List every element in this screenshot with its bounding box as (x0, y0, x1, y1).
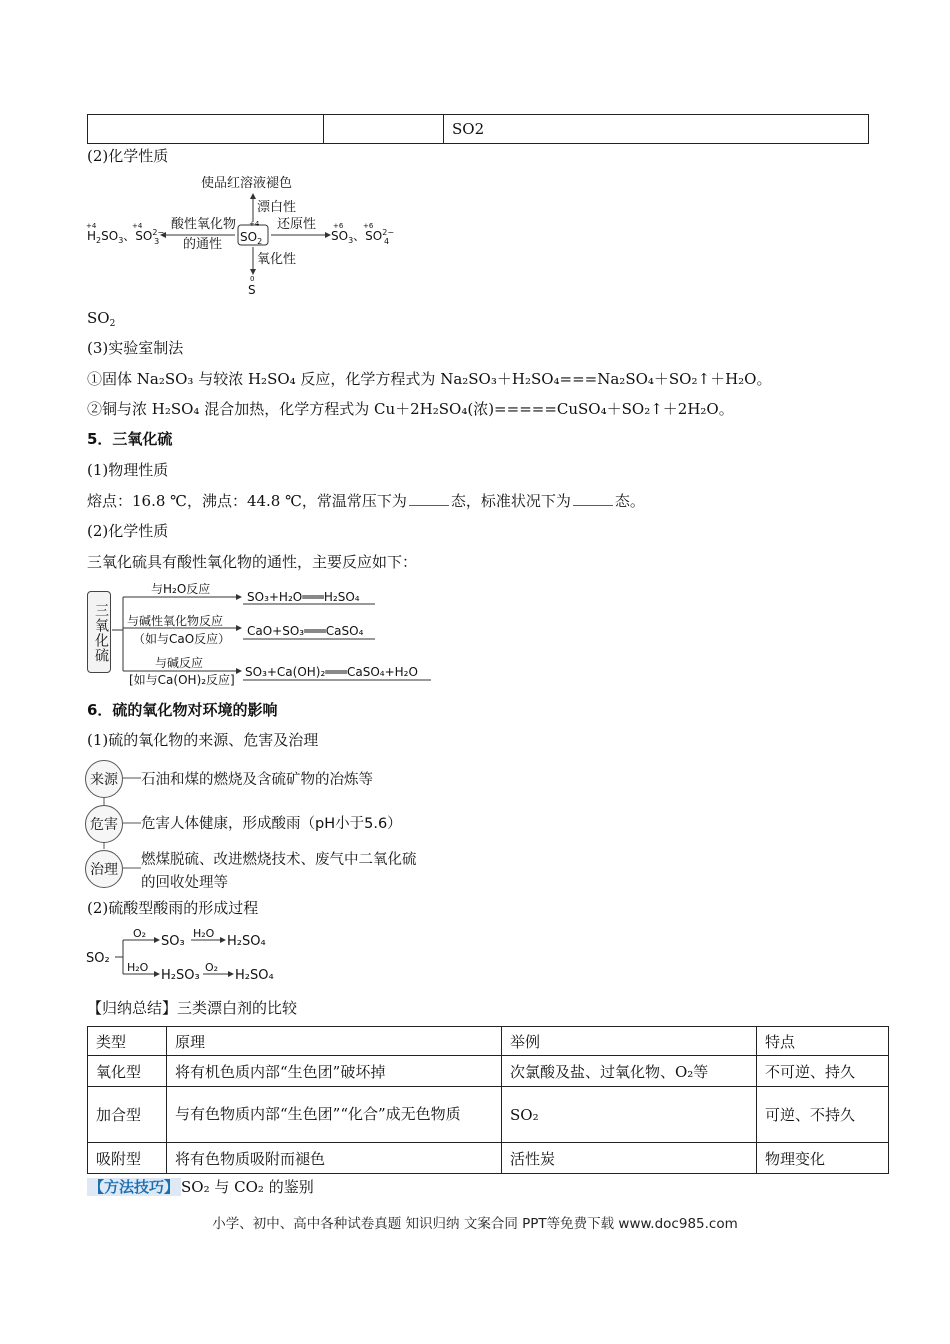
table-cell: 加合型 (88, 1087, 167, 1143)
harm-text: 危害人体健康，形成酸雨（pH小于5.6） (141, 816, 402, 832)
so3-reaction-diagram (87, 583, 437, 688)
so3-r3-label: 与碱反应 (155, 656, 204, 670)
so3-box: 三氧化硫 (87, 591, 111, 673)
so3-r3-eq: SO₃+Ca(OH)₂═══CaSO₄+H₂O (245, 665, 418, 679)
table-header-cell: 类型 (88, 1027, 167, 1056)
env-subtitle-2: (2)硫酸型酸雨的形成过程 (87, 899, 259, 917)
top-table-cell-3: SO2 (444, 115, 869, 144)
rain-bot-o2: O₂ (205, 961, 219, 974)
table-cell: 将有机色质内部“生色团”破坏掉 (167, 1056, 502, 1087)
blank-state-2 (573, 491, 613, 506)
top-table-fragment (87, 114, 869, 144)
table-row (88, 1087, 889, 1143)
so3-phys-text-a: 熔点：16.8 ℃，沸点：44.8 ℃，常温常压下为 (87, 492, 407, 510)
diagram-acidic-text-1: 酸性氧化物 (171, 217, 237, 232)
method-tip-tag: 【方法技巧】 (89, 1178, 180, 1196)
rain-bot-mid: H₂SO₃ (161, 968, 200, 983)
table-cell: 可逆、不持久 (757, 1087, 889, 1143)
diagram-ox-center: +4 (249, 220, 260, 228)
so3-physical-title: (1)物理性质 (87, 461, 169, 479)
so3-r2-label: 与碱性氧化物反应 (127, 614, 224, 628)
diagram-bleach-text: 漂白性 (257, 200, 297, 215)
table-cell: 将有色物质吸附而褪色 (167, 1143, 502, 1174)
rain-bot-h2o: H₂O (127, 961, 149, 974)
diagram-acidic-text-2: 的通性 (183, 237, 223, 252)
so3-phys-text-b: 态，标准状况下为 (450, 492, 571, 510)
table-header-cell: 举例 (502, 1027, 757, 1056)
table-cell: 次氯酸及盐、过氧化物、O₂等 (502, 1056, 757, 1087)
table-header-cell: 特点 (757, 1027, 889, 1056)
heading-environment: 6．硫的氧化物对环境的影响 (87, 701, 278, 719)
diagram-left-text: $H_2SO_3$、$SO^{2-}$ 3 (87, 228, 165, 246)
section-3-title: (3)实验室制法 (87, 339, 184, 357)
so3-r3-sub: [如与Ca(OH)₂反应] (129, 673, 235, 687)
so3-r1-eq: SO₃+H₂O═══H₂SO₄ (247, 590, 360, 604)
table-cell: 物理变化 (757, 1143, 889, 1174)
method-tip (87, 1177, 314, 1197)
diagram-bottom-text: S (248, 283, 256, 297)
circle-harm: 危害 (85, 805, 123, 843)
table-cell: SO₂ (502, 1087, 757, 1143)
so2-label: $SO_2$ (87, 309, 116, 329)
rain-top-end: H₂SO₄ (227, 934, 266, 949)
lab-method-1: ①固体 Na₂SO₃ 与较浓 H₂SO₄ 反应，化学方程式为 Na₂SO₃＋H₂SO₄===Na₂SO₄＋SO₂↑＋H₂O。 (87, 370, 772, 388)
table-cell: 活性炭 (502, 1143, 757, 1174)
heading-sulfur-trioxide: 5．三氧化硫 (87, 430, 173, 448)
source-text: 石油和煤的燃烧及含硫矿物的冶炼等 (141, 772, 373, 788)
so3-r1-label: 与H₂O反应 (151, 583, 211, 596)
rain-top-mid: SO₃ (161, 934, 185, 949)
svg-text:+6: +6 (363, 222, 374, 230)
table-cell: 氧化型 (88, 1056, 167, 1087)
env-subtitle-1: (1)硫的氧化物的来源、危害及治理 (87, 731, 319, 749)
svg-text:+4: +4 (132, 222, 143, 230)
lab-method-2: ②铜与浓 H₂SO₄ 混合加热，化学方程式为 Cu＋2H₂SO₄(浓)=====CuSO₄＋SO₂↑＋2H₂O。 (87, 400, 734, 418)
rain-start: SO₂ (86, 951, 110, 966)
table-row (88, 1056, 889, 1087)
so3-r2-sub: （如与CaO反应） (133, 632, 231, 646)
so3-chemical-intro: 三氧化硫具有酸性氧化物的通性，主要反应如下： (87, 553, 418, 571)
svg-text:+6: +6 (333, 222, 344, 230)
rain-top-h2o: H₂O (193, 927, 215, 940)
bleach-comparison-table (87, 1026, 889, 1174)
section-2-title: (2)化学性质 (87, 147, 169, 165)
so3-physical-properties (87, 491, 645, 511)
diagram-oxidizing-text: 氧化性 (257, 252, 297, 267)
treatment-text-1: 燃煤脱硫、改进燃烧技术、废气中二氧化硫 (141, 852, 417, 868)
rain-bot-end: H₂SO₄ (235, 968, 274, 983)
diagram-ox-bottom: 0 (250, 275, 255, 283)
so3-phys-text-c: 态。 (614, 492, 645, 510)
summary-title: 【归纳总结】三类漂白剂的比较 (87, 999, 298, 1017)
diagram-top-text: 使品红溶液褪色 (201, 176, 293, 191)
diagram-right-text: $SO_3$、$SO^{2-}$ 4 (331, 228, 395, 246)
circle-source: 来源 (85, 760, 123, 798)
acid-rain-diagram (85, 926, 285, 986)
table-cell: 吸附型 (88, 1143, 167, 1174)
svg-text:+4: +4 (86, 222, 97, 230)
env-diagram (85, 760, 455, 890)
table-cell: 不可逆、持久 (757, 1056, 889, 1087)
diagram-center-text: $SO_2$ (240, 230, 263, 246)
top-table-cell-1 (88, 115, 324, 144)
so2-property-diagram (85, 172, 405, 300)
method-tip-text: SO₂ 与 CO₂ 的鉴别 (181, 1178, 314, 1196)
diagram-reducing-text: 还原性 (277, 217, 317, 232)
rain-top-o2: O₂ (133, 927, 147, 940)
top-table-cell-2 (324, 115, 444, 144)
blank-state-1 (409, 491, 449, 506)
table-header-row (88, 1027, 889, 1056)
table-header-cell: 原理 (167, 1027, 502, 1056)
so3-r2-eq: CaO+SO₃═══CaSO₄ (247, 624, 364, 638)
page-footer: 小学、初中、高中各种试卷真题 知识归纳 文案合同 PPT等免费下载 www.doc985.com (212, 1216, 738, 1232)
so3-chemical-title: (2)化学性质 (87, 522, 169, 540)
table-cell: 与有色物质内部“生色团”“化合”成无色物质 (167, 1087, 502, 1143)
table-row (88, 1143, 889, 1174)
treatment-text-2: 的回收处理等 (141, 875, 228, 891)
circle-treatment: 治理 (85, 850, 123, 888)
